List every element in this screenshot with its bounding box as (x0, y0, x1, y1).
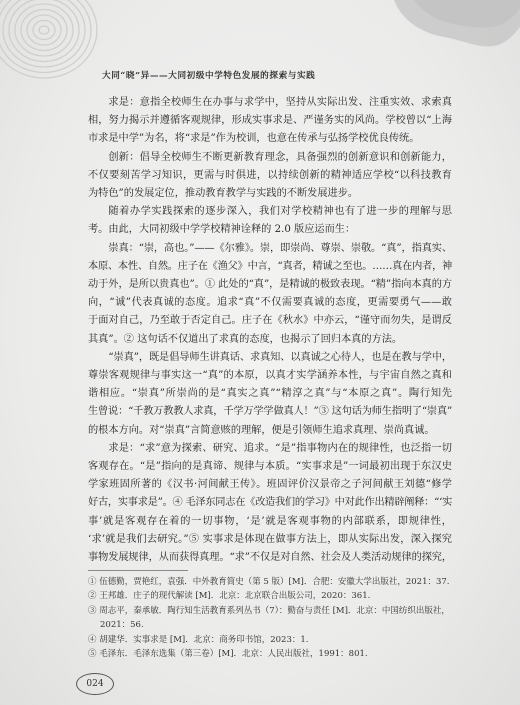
body-line: 市求是中学”为名，将“求是”作为校训，也意在传承与弘扬学校优良传统。 (88, 133, 420, 145)
footnote-2: ② 王邦雄．庄子的现代解读 [M]．北京：北京联合出版公司，2020：361. (88, 591, 371, 602)
footnote-3: ③ 周志平，秦承敏．陶行知生活教育系列丛书（7）：勤奋与责任 [M]．北京：中国纺织出版社， (88, 605, 450, 616)
paragraph-chongzhen (88, 240, 452, 349)
body-line: 本原、本性、自然。庄子在《渔父》中言，“真者，精诚之至也。……真在内者，神 (88, 260, 452, 272)
body-line: 的根本方向。对“崇真”言简意赅的理解，便是引领师生追求真理、崇尚真诚。 (88, 424, 435, 436)
footnote-separator (88, 570, 188, 571)
body-line: 求是：意指全校师生在办事与求学中，坚持从实际出发、注重实效、求索真 (108, 97, 452, 108)
paragraph-intro-2-0 (88, 203, 452, 239)
paragraph-qiushi (88, 94, 452, 149)
body-line: 谐相应。“崇真”所崇尚的是“真实之真”“精淳之真”与“本原之真”。陶行知先 (88, 388, 452, 400)
body-line: 事’就是客观存在着的一切事物，‘是’就是客观事物的内部联系，即规律性， (88, 515, 452, 527)
body-line: 向，“诚”代表真诚的态度。追求“真”不仅需要真诚的态度，更需要勇气——敢 (88, 297, 452, 309)
ring-pattern-decoration (0, 0, 100, 92)
body-line: 尊崇客观规律与事实这一“真”的本原，以真才实学涵养本性，与宇宙自然之真和 (88, 370, 452, 382)
paragraph-chongzhen-meaning (88, 349, 452, 440)
page-number: 024 (76, 673, 114, 695)
body-text (88, 94, 452, 567)
footnote-4: ④ 胡建华．实事求是 [M]．北京：商务印书馆，2023：1. (88, 634, 309, 645)
body-line: 求是：“求”意为探索、研究、追求。“是”指事物内在的规律性，也泛指一切 (108, 442, 452, 454)
paragraph-qiushi-2-0 (88, 440, 452, 567)
paragraph-chuangxin (88, 149, 452, 204)
body-line: 创新：倡导全校师生不断更新教育理念，具备强烈的创新意识和创新能力， (108, 151, 452, 163)
body-line: 为特色”的发展定位，推动教育教学与实践的不断发展进步。 (88, 188, 359, 200)
body-line: 随着办学实践探索的逐步深入，我们对学校精神也有了进一步的理解与思 (108, 206, 452, 218)
footnotes (88, 575, 454, 661)
body-line: 其真”。② 这句话不仅道出了求真的态度，也揭示了回归本真的方法。 (88, 333, 403, 345)
footnote-3-continued: 2021：56. (100, 620, 144, 631)
body-line: 客观存在。“是”指向的是真谛、规律与本质。“实事求是”一词最初出现于东汉史 (88, 461, 452, 473)
body-line: 生曾说：“千教万教教人求真，千学万学学做真人！”③ 这句话为师生指明了“崇真” (88, 406, 452, 418)
body-line: 事物发展规律，从而获得真理。“求”不仅是对自然、社会及人类活动规律的探究， (88, 552, 452, 564)
footnote-1: ① 伍德勤，贾艳红，袁强．中外教育简史（第 5 版）[M]．合肥：安徽大学出版社，2021：37. (88, 577, 450, 587)
body-line: 于面对自己，乃至敢于否定自己。庄子在《秋水》中亦云，“谨守而勿失，是谓反 (88, 315, 452, 327)
body-line: 好古，实事求是”。④ 毛泽东同志在《改造我们的学习》中对此作出精辟阐释：“‘实 (88, 497, 452, 509)
running-header: 大同“晓”异——大同初级中学特色发展的探索与实践 (102, 71, 316, 81)
body-line: 相，努力揭示并遵循客观规律，形成实事求是、严谨务实的风尚。学校曾以“上海 (88, 115, 452, 127)
body-line: ‘求’就是我们去研究。”⑤ 实事求是体现在做事方法上，即从实际出发，深入探究 (88, 533, 452, 545)
body-line: 崇真：“崇，高也。”——《尔雅》。崇，即崇尚、尊崇、崇敬。“真”，指真实、 (108, 242, 452, 254)
body-line: 动于外，是所以贵真也”。① 此处的“真”，是精诚的极致表现。“精”指向本真的方 (88, 279, 452, 291)
body-line: “崇真”，既是倡导师生讲真话、求真知、以真诚之心待人，也是在教与学中， (108, 351, 452, 363)
ink-wash-decoration (388, 0, 520, 58)
body-line: 考。由此，大同初级中学学校精神诠释的 2.0 版应运而生： (88, 224, 356, 236)
body-line: 学家班固所著的《汉书·河间献王传》。班固评价汉景帝之子河间献王刘德“修学 (88, 479, 452, 491)
footnote-5: ⑤ 毛泽东．毛泽东选集（第三卷）[M]．北京：人民出版社，1991：801. (88, 649, 368, 660)
body-line: 不仅要刻苦学习知识，更需与时俱进，以持续创新的精神适应学校“以科技教育 (88, 169, 452, 181)
